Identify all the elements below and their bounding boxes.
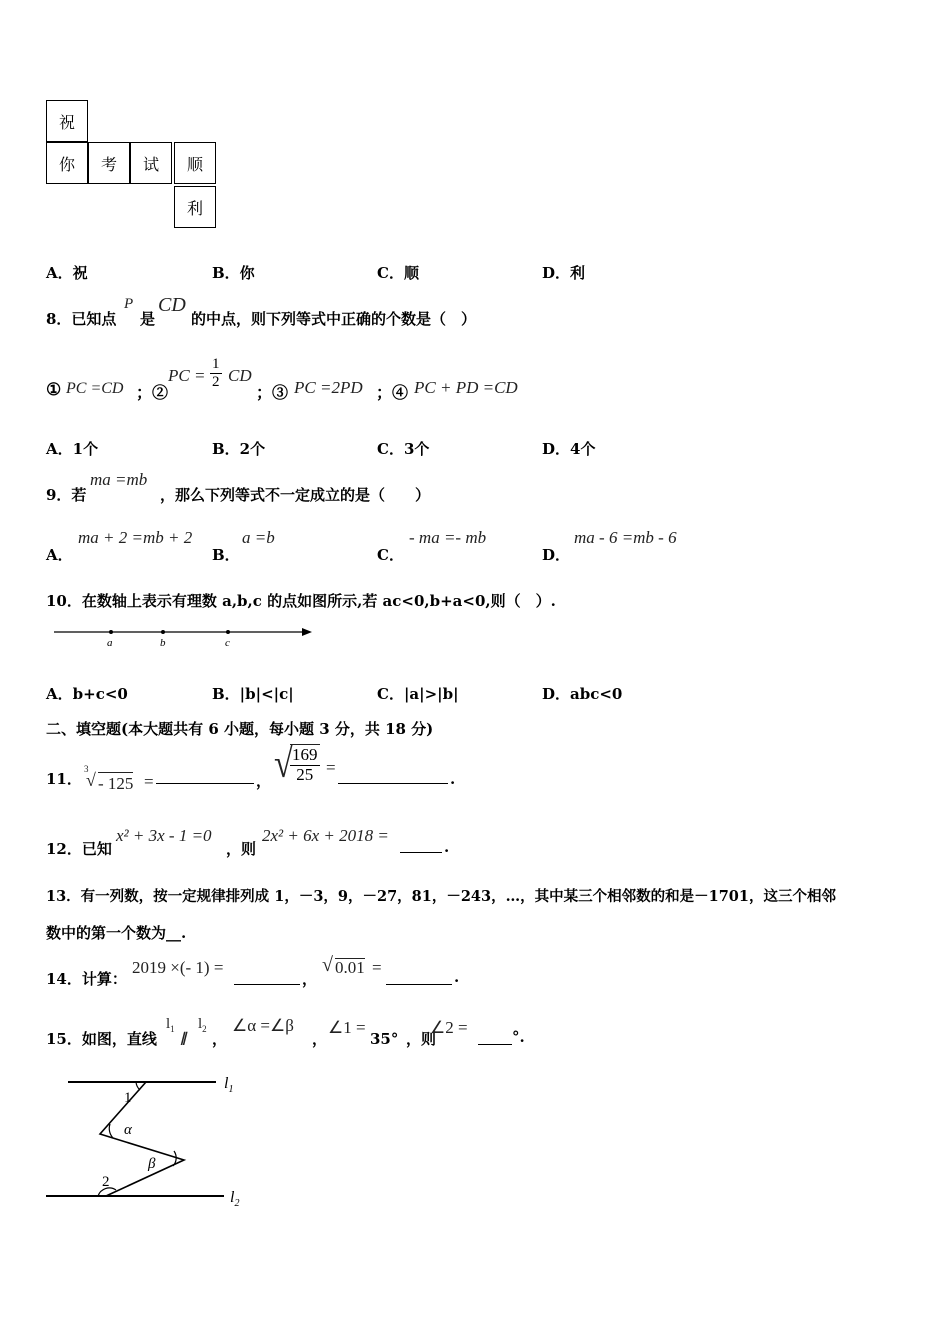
q15-angles: ∠α =∠β	[232, 1016, 294, 1035]
label-angle-1: 1	[124, 1090, 132, 1106]
q10-option-c: C．|a|>|b|	[377, 685, 459, 703]
q12-answer-blank[interactable]	[400, 852, 442, 853]
q9-label-d: D．	[542, 546, 571, 564]
point-a-label: a	[107, 637, 113, 649]
q11-question	[46, 742, 496, 796]
q8-segment-cd: CD	[158, 294, 186, 316]
q8-suffix: 的中点，则下列等式中正确的个数是（ ）	[191, 310, 477, 328]
q11-root-index: 3	[84, 764, 89, 774]
label-l1-sub: 1	[228, 1084, 234, 1095]
q15-degree: 35°	[370, 1030, 399, 1048]
q15-end: °.	[512, 1028, 525, 1046]
q13-line-1: 13．有一列数，按一定规律排列成 1，－3，9，－27，81，－243，…，其中某三个相邻数的和是－1701，这三个相邻	[46, 888, 836, 905]
q8-s1: ①	[46, 380, 62, 400]
q15-l1-sub: 1	[170, 1024, 175, 1034]
q8-eq1: PC =CD	[66, 380, 124, 397]
q8-eq3: PC =2PD	[294, 378, 363, 397]
section-title: 二、填空题(本大题共有 6 小题，每小题 3 分，共 18 分)	[46, 720, 434, 738]
q7-option-c: C．顺	[377, 264, 419, 282]
q8-is: 是	[140, 310, 156, 328]
arrow-head-icon	[302, 628, 312, 636]
q12-mid: ，则	[226, 840, 257, 858]
label-alpha: α	[124, 1122, 132, 1138]
net-cell: 利	[174, 186, 216, 228]
q14-end: .	[454, 968, 460, 986]
q10-option-a: A．b+c<0	[46, 685, 128, 703]
q9-prefix: 9．若	[46, 486, 87, 504]
point-b-label: b	[160, 637, 166, 649]
q9-expr-a: ma + 2 =mb + 2	[78, 528, 193, 547]
q8-frac-den: 2	[212, 373, 220, 390]
q15-comma-2: ，	[312, 1030, 328, 1048]
point-b-dot	[161, 630, 165, 634]
q8-frac-num: 1	[212, 356, 220, 372]
radical-icon: √	[274, 742, 293, 787]
q15-label: 15．如图，直线	[46, 1030, 157, 1048]
q15-mid: ，则	[406, 1030, 437, 1048]
q11-comma: ，	[256, 772, 272, 790]
q15-angle-1: ∠1 =	[328, 1018, 366, 1037]
net-cell: 考	[88, 142, 130, 184]
q14-eq: =	[372, 958, 382, 977]
label-beta: β	[148, 1156, 156, 1172]
q11-label: 11．	[46, 770, 82, 788]
net-cell: 祝	[46, 100, 88, 142]
q8-option-d: D．4个	[542, 440, 596, 458]
q9-expr-b: a =b	[242, 528, 275, 547]
parallel-lines-figure	[40, 1066, 260, 1216]
label-l2-sub: 2	[234, 1198, 240, 1209]
q11-end: .	[450, 770, 456, 788]
q9-options	[46, 528, 746, 564]
q12-condition: x² + 3x - 1 =0	[116, 826, 212, 845]
q10-question: 10．在数轴上表示有理数 a,b,c 的点如图所示,若 ac<0,b+a<0,则（ ）.	[46, 592, 556, 610]
q12-question	[46, 822, 496, 862]
label-l1	[224, 1075, 233, 1095]
q7-option-b: B．你	[212, 264, 255, 282]
q8-option-c: C．3个	[377, 440, 430, 458]
q9-suffix: ，那么下列等式不一定成立的是（ ）	[160, 486, 431, 504]
label-l1-letter: l	[224, 1075, 229, 1092]
angle-alpha-arc	[109, 1124, 113, 1138]
q15-answer-blank[interactable]	[478, 1044, 512, 1045]
q15-l1	[166, 1016, 175, 1034]
q7-option-a: A．祝	[46, 264, 88, 282]
net-cell: 你	[46, 142, 88, 184]
q12-end: .	[444, 838, 450, 856]
q10-option-b: B．|b|<|c|	[212, 685, 294, 703]
q8-sep1: ；②	[136, 383, 169, 402]
q8-statements	[46, 356, 606, 410]
q15-comma-1: ，	[212, 1030, 228, 1048]
q15-l2-letter: l	[198, 1016, 203, 1032]
q15-l1-letter: l	[166, 1016, 171, 1032]
q11-frac-den: 25	[296, 764, 314, 784]
q15-l2-sub: 2	[202, 1024, 207, 1034]
q8-fraction	[210, 356, 222, 390]
q9-label-b: B．	[212, 546, 240, 564]
q14-radicand: 0.01	[335, 958, 365, 977]
q9-label-a: A．	[46, 546, 73, 564]
radical-icon: √	[322, 954, 333, 976]
q14-answer-blank-2[interactable]	[386, 984, 452, 985]
q9-expr-d: ma - 6 =mb - 6	[574, 528, 677, 547]
net-cell: 顺	[174, 142, 216, 184]
q11-eq2: =	[326, 758, 336, 777]
q14-label: 14．计算：	[46, 970, 127, 988]
q10-option-d: D．abc<0	[542, 685, 623, 703]
q8-point-p: P	[124, 296, 134, 312]
q15-question	[46, 1014, 566, 1050]
q11-fraction	[290, 746, 320, 784]
q11-eq1: =	[144, 772, 154, 791]
q14-expression: 2019 ×(- 1) =	[132, 958, 224, 977]
label-l2-letter: l	[230, 1189, 235, 1206]
angle-1-arc	[136, 1082, 140, 1090]
q14-comma: ，	[302, 970, 318, 988]
q7-option-d: D．利	[542, 264, 586, 282]
q12-label: 12．已知	[46, 840, 112, 858]
q8-prefix: 8．已知点	[46, 310, 117, 328]
q11-radicand: - 125	[98, 774, 134, 793]
q8-option-a: A．1个	[46, 440, 99, 458]
q14-answer-blank-1[interactable]	[234, 984, 300, 985]
label-angle-2: 2	[102, 1174, 110, 1190]
number-line	[50, 620, 320, 650]
q8-option-b: B．2个	[212, 440, 266, 458]
q9-expr-c: - ma =- mb	[409, 528, 487, 547]
q15-parallel: ∥	[180, 1030, 187, 1045]
q8-eq4: PC + PD =CD	[414, 378, 518, 397]
q8-sep2: ；③	[256, 383, 289, 402]
q13-line-2: 数中的第一个数为__.	[46, 924, 187, 942]
point-c-dot	[226, 630, 230, 634]
q11-answer-blank-2[interactable]	[338, 783, 448, 784]
radical-icon: √	[86, 770, 96, 790]
q8-eq2b: CD	[228, 366, 252, 385]
q9-condition: ma =mb	[90, 470, 148, 489]
point-c-label: c	[225, 637, 230, 649]
q11-answer-blank-1[interactable]	[156, 783, 254, 784]
net-cell: 试	[130, 142, 172, 184]
q9-label-c: C．	[377, 546, 404, 564]
zigzag-path	[100, 1082, 184, 1196]
q8-eq2a: PC =	[168, 366, 206, 385]
q12-expression: 2x² + 6x + 2018 =	[262, 826, 389, 845]
q8-sep3: ；④	[376, 383, 409, 402]
q15-angle-2: ∠2 =	[430, 1018, 468, 1037]
q11-frac-num: 169	[292, 745, 318, 764]
label-l2	[230, 1189, 239, 1209]
q15-l2	[198, 1016, 207, 1034]
q9-question	[46, 470, 546, 506]
point-a-dot	[109, 630, 113, 634]
q14-question	[46, 954, 496, 990]
